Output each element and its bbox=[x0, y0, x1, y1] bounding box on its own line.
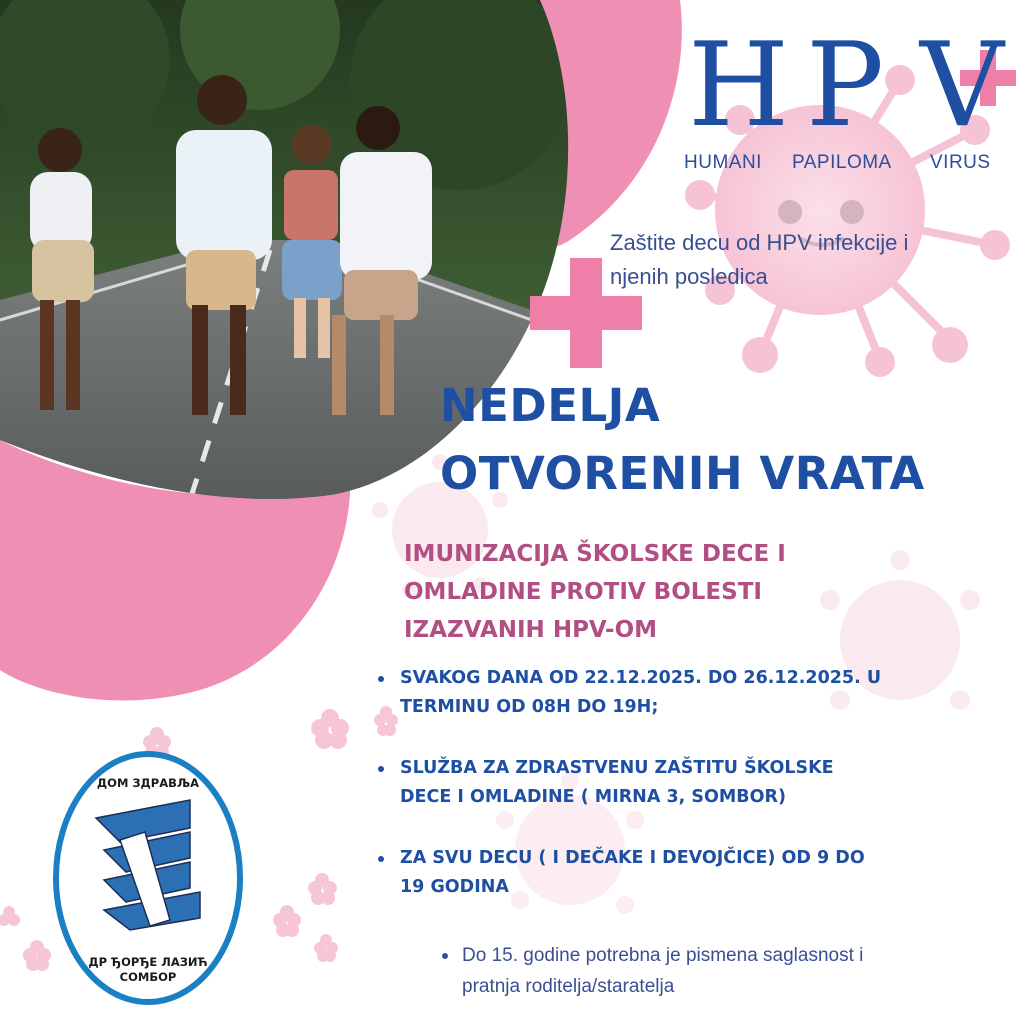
bullet-audience-line-2: 19 GODINA bbox=[400, 877, 509, 897]
hpv-word-humani: HUMANI bbox=[684, 152, 762, 173]
logo-text-bottom-2: СОМБОР bbox=[119, 970, 177, 984]
consent-note-line-2: pratnja roditelja/staratelja bbox=[462, 976, 675, 997]
tagline bbox=[610, 226, 1010, 294]
logo-text-top: ДОМ ЗДРАВЉА bbox=[96, 776, 200, 790]
bullet-audience bbox=[378, 844, 865, 902]
subheading-line-2: OMLADINE PROTIV BOLESTI bbox=[404, 579, 762, 605]
bullet-schedule-line-2: TERMINU OD 08H DO 19H; bbox=[400, 697, 659, 717]
tagline-line-2: njenih posledica bbox=[610, 264, 768, 289]
headline bbox=[440, 372, 925, 508]
hpv-letter-h: H bbox=[688, 18, 790, 153]
bullet-schedule bbox=[378, 664, 881, 722]
hpv-letter-p: P bbox=[806, 18, 885, 153]
subheading-line-1: IMUNIZACIJA ŠKOLSKE DECE I bbox=[404, 541, 786, 567]
logo-text-bottom-1: ДР ЂОРЂЕ ЛАЗИЋ bbox=[88, 955, 208, 969]
bullet-location-line-1: SLUŽBA ZA ZDRASTVENU ZAŠTITU ŠKOLSKE bbox=[400, 758, 834, 778]
tagline-line-1: Zaštite decu od HPV infekcije i bbox=[610, 230, 909, 255]
subheading-line-3: IZAZVANIH HPV-OM bbox=[404, 617, 658, 643]
bullet-dot bbox=[442, 953, 448, 959]
bullet-dot bbox=[378, 856, 384, 862]
bullet-location bbox=[378, 754, 834, 812]
bullet-dot bbox=[378, 676, 384, 682]
hpv-word-virus: VIRUS bbox=[930, 152, 991, 173]
hpv-word-papiloma: PAPILOMA bbox=[792, 152, 892, 173]
bullet-schedule-line-1: SVAKOG DANA OD 22.12.2025. DO 26.12.2025. U bbox=[400, 668, 882, 688]
subheading bbox=[404, 535, 786, 649]
consent-note bbox=[440, 940, 1024, 1002]
headline-line-2: OTVORENIH VRATA bbox=[440, 447, 925, 500]
consent-note-line-1: Do 15. godine potrebna je pismena saglasnost i bbox=[462, 945, 864, 966]
bullet-dot bbox=[378, 766, 384, 772]
bullet-audience-line-1: ZA SVU DECU ( I DEČAKE I DEVOJČICE) OD 9 DO bbox=[400, 848, 865, 868]
bullet-location-line-2: DECE I OMLADINE ( MIRNA 3, SOMBOR) bbox=[400, 787, 786, 807]
hpv-letter-v: V bbox=[920, 18, 1004, 153]
headline-line-1: NEDELJA bbox=[440, 379, 661, 432]
